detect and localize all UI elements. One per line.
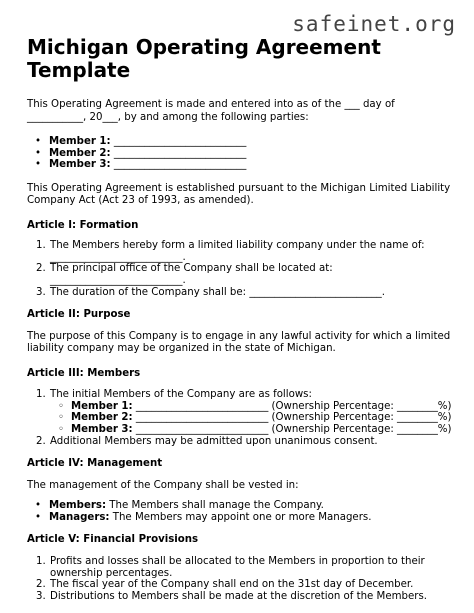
document-page [27,36,457,602]
management-options [35,500,457,523]
list-item: 2. Additional Members may be admitted upon unanimous consent. [36,435,378,447]
list-item: 1. The initial Members of the Company are as follows: ◦ Member 1: __________________________ (Ownership Percentage: ________%) ◦ Member 2: __________________________ (Ownership Percentage: ________%) ◦ Member 3: __________________________ (Ownership Percentage: ________%) [36,389,457,435]
list-item: 3. Distributions to Members shall be made at the discretion of the Members. [36,590,428,602]
list-item: 1. Profits and losses shall be allocated to the Members in proportion to their ownership percentages. [36,555,425,579]
members-sublist [58,401,457,436]
list-item: 3. The duration of the Company shall be: __________________________. [36,286,385,298]
article-2-text: The purpose of this Company is to engage in any lawful activity for which a limited liability company may be organized in the state of Michigan. [27,330,451,355]
list-item: • Member 2: __________________________ [35,148,457,160]
article-1-heading: Article I: Formation [27,219,139,231]
article-5-list [36,556,457,602]
list-item: • Member 1: __________________________ [35,136,457,148]
list-item: • Members: The Members shall manage the Company. [35,500,457,512]
list-item: ◦ Member 1: __________________________ (Ownership Percentage: ________%) [58,401,457,413]
established-paragraph: This Operating Agreement is established pursuant to the Michigan Limited Liability Company Act (Act 23 of 1993, as amended). [27,182,451,207]
list-item: 1. The Members hereby form a limited liability company under the name of: __________________________. [36,240,425,263]
article-2-heading: Article II: Purpose [27,309,131,321]
list-item: ◦ Member 2: __________________________ (Ownership Percentage: ________%) [58,412,457,424]
list-item: • Managers: The Members may appoint one or more Managers. [35,512,457,524]
list-item: • Member 3: __________________________ [35,159,457,171]
article-4-heading: Article IV: Management [27,458,163,470]
article-4-text: The management of the Company shall be vested in: [27,479,299,491]
article-3-heading: Article III: Members [27,367,141,379]
list-item: ◦ Member 3: __________________________ (Ownership Percentage: ________%) [58,424,457,436]
intro-paragraph: This Operating Agreement is made and entered into as of the ___ day of ___________, 20___, by and among the following parties: [27,99,395,123]
watermark: safeinet.org [292,12,456,36]
page-title: Michigan Operating Agreement Template [27,35,381,82]
article-5-heading: Article V: Financial Provisions [27,534,199,546]
list-item: 2. The fiscal year of the Company shall end on the 31st day of December. [36,579,414,591]
article-3-list [36,389,457,447]
parties-list [35,136,457,171]
list-item: 2. The principal office of the Company shall be located at: __________________________. [36,263,333,287]
article-1-list [36,240,457,298]
